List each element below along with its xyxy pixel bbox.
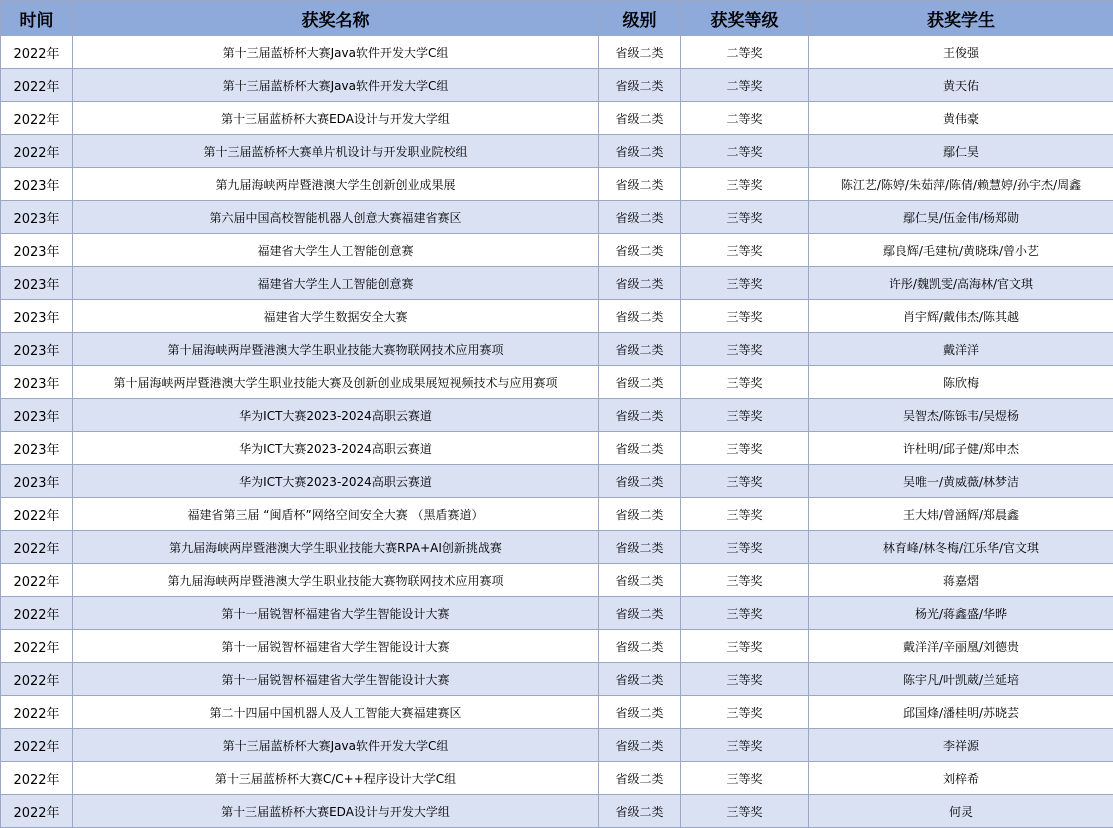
cell-award-name: 第十三届蓝桥杯大赛Java软件开发大学C组 — [73, 729, 599, 762]
cell-level: 省级二类 — [599, 498, 681, 531]
cell-level: 省级二类 — [599, 201, 681, 234]
table-body — [1, 36, 1113, 828]
table-row — [1, 630, 1113, 663]
cell-students: 蒋嘉熠 — [809, 564, 1113, 597]
header-row — [1, 1, 1113, 36]
cell-award-name: 第十届海峡两岸暨港澳大学生职业技能大赛物联网技术应用赛项 — [73, 333, 599, 366]
cell-level: 省级二类 — [599, 696, 681, 729]
table-row — [1, 234, 1113, 267]
cell-students: 黄伟豪 — [809, 102, 1113, 135]
cell-award-name: 第十届海峡两岸暨港澳大学生职业技能大赛及创新创业成果展短视频技术与应用赛项 — [73, 366, 599, 399]
cell-award-grade: 三等奖 — [681, 300, 809, 333]
cell-students: 杨光/蒋鑫盛/华晔 — [809, 597, 1113, 630]
cell-year: 2022年 — [1, 696, 73, 729]
cell-award-name: 第六届中国高校智能机器人创意大赛福建省赛区 — [73, 201, 599, 234]
cell-level: 省级二类 — [599, 597, 681, 630]
table-row — [1, 69, 1113, 102]
header-students: 获奖学生 — [809, 1, 1113, 36]
cell-award-grade: 三等奖 — [681, 234, 809, 267]
cell-level: 省级二类 — [599, 333, 681, 366]
cell-year: 2023年 — [1, 366, 73, 399]
cell-award-name: 华为ICT大赛2023-2024高职云赛道 — [73, 465, 599, 498]
table-row — [1, 267, 1113, 300]
cell-award-name: 福建省大学生人工智能创意赛 — [73, 234, 599, 267]
cell-year: 2022年 — [1, 135, 73, 168]
cell-award-grade: 二等奖 — [681, 102, 809, 135]
table-row — [1, 465, 1113, 498]
cell-year: 2022年 — [1, 102, 73, 135]
cell-award-name: 华为ICT大赛2023-2024高职云赛道 — [73, 432, 599, 465]
cell-award-name: 第十三届蓝桥杯大赛EDA设计与开发大学组 — [73, 795, 599, 828]
cell-students: 何灵 — [809, 795, 1113, 828]
cell-award-name: 第十一届锐智杯福建省大学生智能设计大赛 — [73, 663, 599, 696]
cell-students: 邱国烽/潘桂明/苏晓芸 — [809, 696, 1113, 729]
cell-year: 2022年 — [1, 630, 73, 663]
cell-year: 2023年 — [1, 168, 73, 201]
cell-award-grade: 三等奖 — [681, 696, 809, 729]
cell-level: 省级二类 — [599, 432, 681, 465]
cell-level: 省级二类 — [599, 531, 681, 564]
cell-award-name: 第九届海峡两岸暨港澳大学生职业技能大赛RPA+AI创新挑战赛 — [73, 531, 599, 564]
table-row — [1, 564, 1113, 597]
cell-year: 2023年 — [1, 267, 73, 300]
cell-students: 黄天佑 — [809, 69, 1113, 102]
header-year: 时间 — [1, 1, 73, 36]
cell-level: 省级二类 — [599, 465, 681, 498]
cell-level: 省级二类 — [599, 234, 681, 267]
table-row — [1, 300, 1113, 333]
cell-award-grade: 二等奖 — [681, 36, 809, 69]
cell-students: 陈宇凡/叶凯葳/兰延培 — [809, 663, 1113, 696]
cell-students: 鄢仁昊 — [809, 135, 1113, 168]
cell-students: 王大炜/曾涵辉/郑晨鑫 — [809, 498, 1113, 531]
cell-students: 吴唯一/黄威薇/林梦洁 — [809, 465, 1113, 498]
table-row — [1, 399, 1113, 432]
cell-level: 省级二类 — [599, 69, 681, 102]
cell-level: 省级二类 — [599, 168, 681, 201]
cell-award-grade: 三等奖 — [681, 597, 809, 630]
cell-award-grade: 三等奖 — [681, 630, 809, 663]
cell-award-grade: 三等奖 — [681, 729, 809, 762]
cell-students: 鄢仁昊/伍金伟/杨郑勋 — [809, 201, 1113, 234]
table-row — [1, 663, 1113, 696]
cell-award-grade: 三等奖 — [681, 366, 809, 399]
cell-award-name: 第九届海峡两岸暨港澳大学生职业技能大赛物联网技术应用赛项 — [73, 564, 599, 597]
cell-level: 省级二类 — [599, 267, 681, 300]
cell-award-name: 第十三届蓝桥杯大赛C/C++程序设计大学C组 — [73, 762, 599, 795]
cell-award-grade: 三等奖 — [681, 564, 809, 597]
cell-year: 2022年 — [1, 69, 73, 102]
table-row — [1, 366, 1113, 399]
cell-award-name: 第二十四届中国机器人及人工智能大赛福建赛区 — [73, 696, 599, 729]
cell-award-name: 第十一届锐智杯福建省大学生智能设计大赛 — [73, 630, 599, 663]
table-row — [1, 36, 1113, 69]
table-row — [1, 102, 1113, 135]
cell-award-grade: 三等奖 — [681, 663, 809, 696]
cell-year: 2023年 — [1, 234, 73, 267]
cell-year: 2023年 — [1, 300, 73, 333]
cell-students: 戴洋洋/辛丽凰/刘德贵 — [809, 630, 1113, 663]
cell-level: 省级二类 — [599, 102, 681, 135]
cell-award-name: 福建省第三届 “闽盾杯”网络空间安全大赛 （黑盾赛道） — [73, 498, 599, 531]
cell-award-name: 福建省大学生数据安全大赛 — [73, 300, 599, 333]
cell-award-name: 福建省大学生人工智能创意赛 — [73, 267, 599, 300]
cell-level: 省级二类 — [599, 366, 681, 399]
table-row — [1, 333, 1113, 366]
cell-year: 2023年 — [1, 399, 73, 432]
cell-level: 省级二类 — [599, 663, 681, 696]
cell-students: 刘梓希 — [809, 762, 1113, 795]
cell-award-grade: 三等奖 — [681, 432, 809, 465]
cell-level: 省级二类 — [599, 729, 681, 762]
table-row — [1, 597, 1113, 630]
table-row — [1, 168, 1113, 201]
cell-year: 2023年 — [1, 333, 73, 366]
header-award-grade: 获奖等级 — [681, 1, 809, 36]
table-row — [1, 498, 1113, 531]
table-header — [1, 1, 1113, 36]
cell-award-grade: 二等奖 — [681, 135, 809, 168]
cell-award-grade: 二等奖 — [681, 69, 809, 102]
cell-year: 2023年 — [1, 201, 73, 234]
cell-students: 陈欣梅 — [809, 366, 1113, 399]
cell-year: 2022年 — [1, 729, 73, 762]
header-award-name: 获奖名称 — [73, 1, 599, 36]
cell-year: 2022年 — [1, 795, 73, 828]
cell-award-grade: 三等奖 — [681, 399, 809, 432]
cell-level: 省级二类 — [599, 399, 681, 432]
cell-students: 许彤/魏凯雯/高海林/官文琪 — [809, 267, 1113, 300]
cell-year: 2022年 — [1, 564, 73, 597]
cell-students: 肖宇辉/戴伟杰/陈其越 — [809, 300, 1113, 333]
cell-students: 林育峰/林冬梅/江乐华/官文琪 — [809, 531, 1113, 564]
table-row — [1, 432, 1113, 465]
cell-year: 2022年 — [1, 663, 73, 696]
cell-award-name: 第九届海峡两岸暨港澳大学生创新创业成果展 — [73, 168, 599, 201]
table-row — [1, 696, 1113, 729]
cell-year: 2023年 — [1, 465, 73, 498]
cell-level: 省级二类 — [599, 762, 681, 795]
cell-students: 陈江艺/陈婷/朱茹萍/陈倩/赖慧婷/孙宇杰/周鑫 — [809, 168, 1113, 201]
cell-level: 省级二类 — [599, 630, 681, 663]
cell-award-grade: 三等奖 — [681, 795, 809, 828]
cell-award-grade: 三等奖 — [681, 333, 809, 366]
table-row — [1, 135, 1113, 168]
cell-award-grade: 三等奖 — [681, 267, 809, 300]
cell-award-grade: 三等奖 — [681, 498, 809, 531]
cell-year: 2022年 — [1, 498, 73, 531]
cell-students: 戴洋洋 — [809, 333, 1113, 366]
cell-award-grade: 三等奖 — [681, 465, 809, 498]
cell-students: 李祥源 — [809, 729, 1113, 762]
cell-year: 2022年 — [1, 531, 73, 564]
cell-students: 鄢良辉/毛建杭/黄晓珠/曾小艺 — [809, 234, 1113, 267]
cell-students: 吴智杰/陈铄韦/吴煜杨 — [809, 399, 1113, 432]
cell-level: 省级二类 — [599, 300, 681, 333]
cell-award-grade: 三等奖 — [681, 762, 809, 795]
cell-year: 2022年 — [1, 36, 73, 69]
cell-award-name: 第十三届蓝桥杯大赛Java软件开发大学C组 — [73, 36, 599, 69]
cell-award-grade: 三等奖 — [681, 531, 809, 564]
cell-level: 省级二类 — [599, 564, 681, 597]
cell-year: 2022年 — [1, 762, 73, 795]
cell-students: 王俊强 — [809, 36, 1113, 69]
cell-award-name: 第十三届蓝桥杯大赛Java软件开发大学C组 — [73, 69, 599, 102]
cell-award-name: 第十一届锐智杯福建省大学生智能设计大赛 — [73, 597, 599, 630]
cell-level: 省级二类 — [599, 795, 681, 828]
header-level: 级别 — [599, 1, 681, 36]
cell-award-name: 第十三届蓝桥杯大赛单片机设计与开发职业院校组 — [73, 135, 599, 168]
table-row — [1, 729, 1113, 762]
cell-year: 2023年 — [1, 432, 73, 465]
cell-students: 许杜明/邱子健/郑申杰 — [809, 432, 1113, 465]
cell-level: 省级二类 — [599, 36, 681, 69]
cell-year: 2022年 — [1, 597, 73, 630]
cell-award-name: 第十三届蓝桥杯大赛EDA设计与开发大学组 — [73, 102, 599, 135]
cell-award-name: 华为ICT大赛2023-2024高职云赛道 — [73, 399, 599, 432]
cell-award-grade: 三等奖 — [681, 201, 809, 234]
table-row — [1, 201, 1113, 234]
cell-level: 省级二类 — [599, 135, 681, 168]
table-row — [1, 795, 1113, 828]
cell-award-grade: 三等奖 — [681, 168, 809, 201]
table-row — [1, 531, 1113, 564]
table-row — [1, 762, 1113, 795]
